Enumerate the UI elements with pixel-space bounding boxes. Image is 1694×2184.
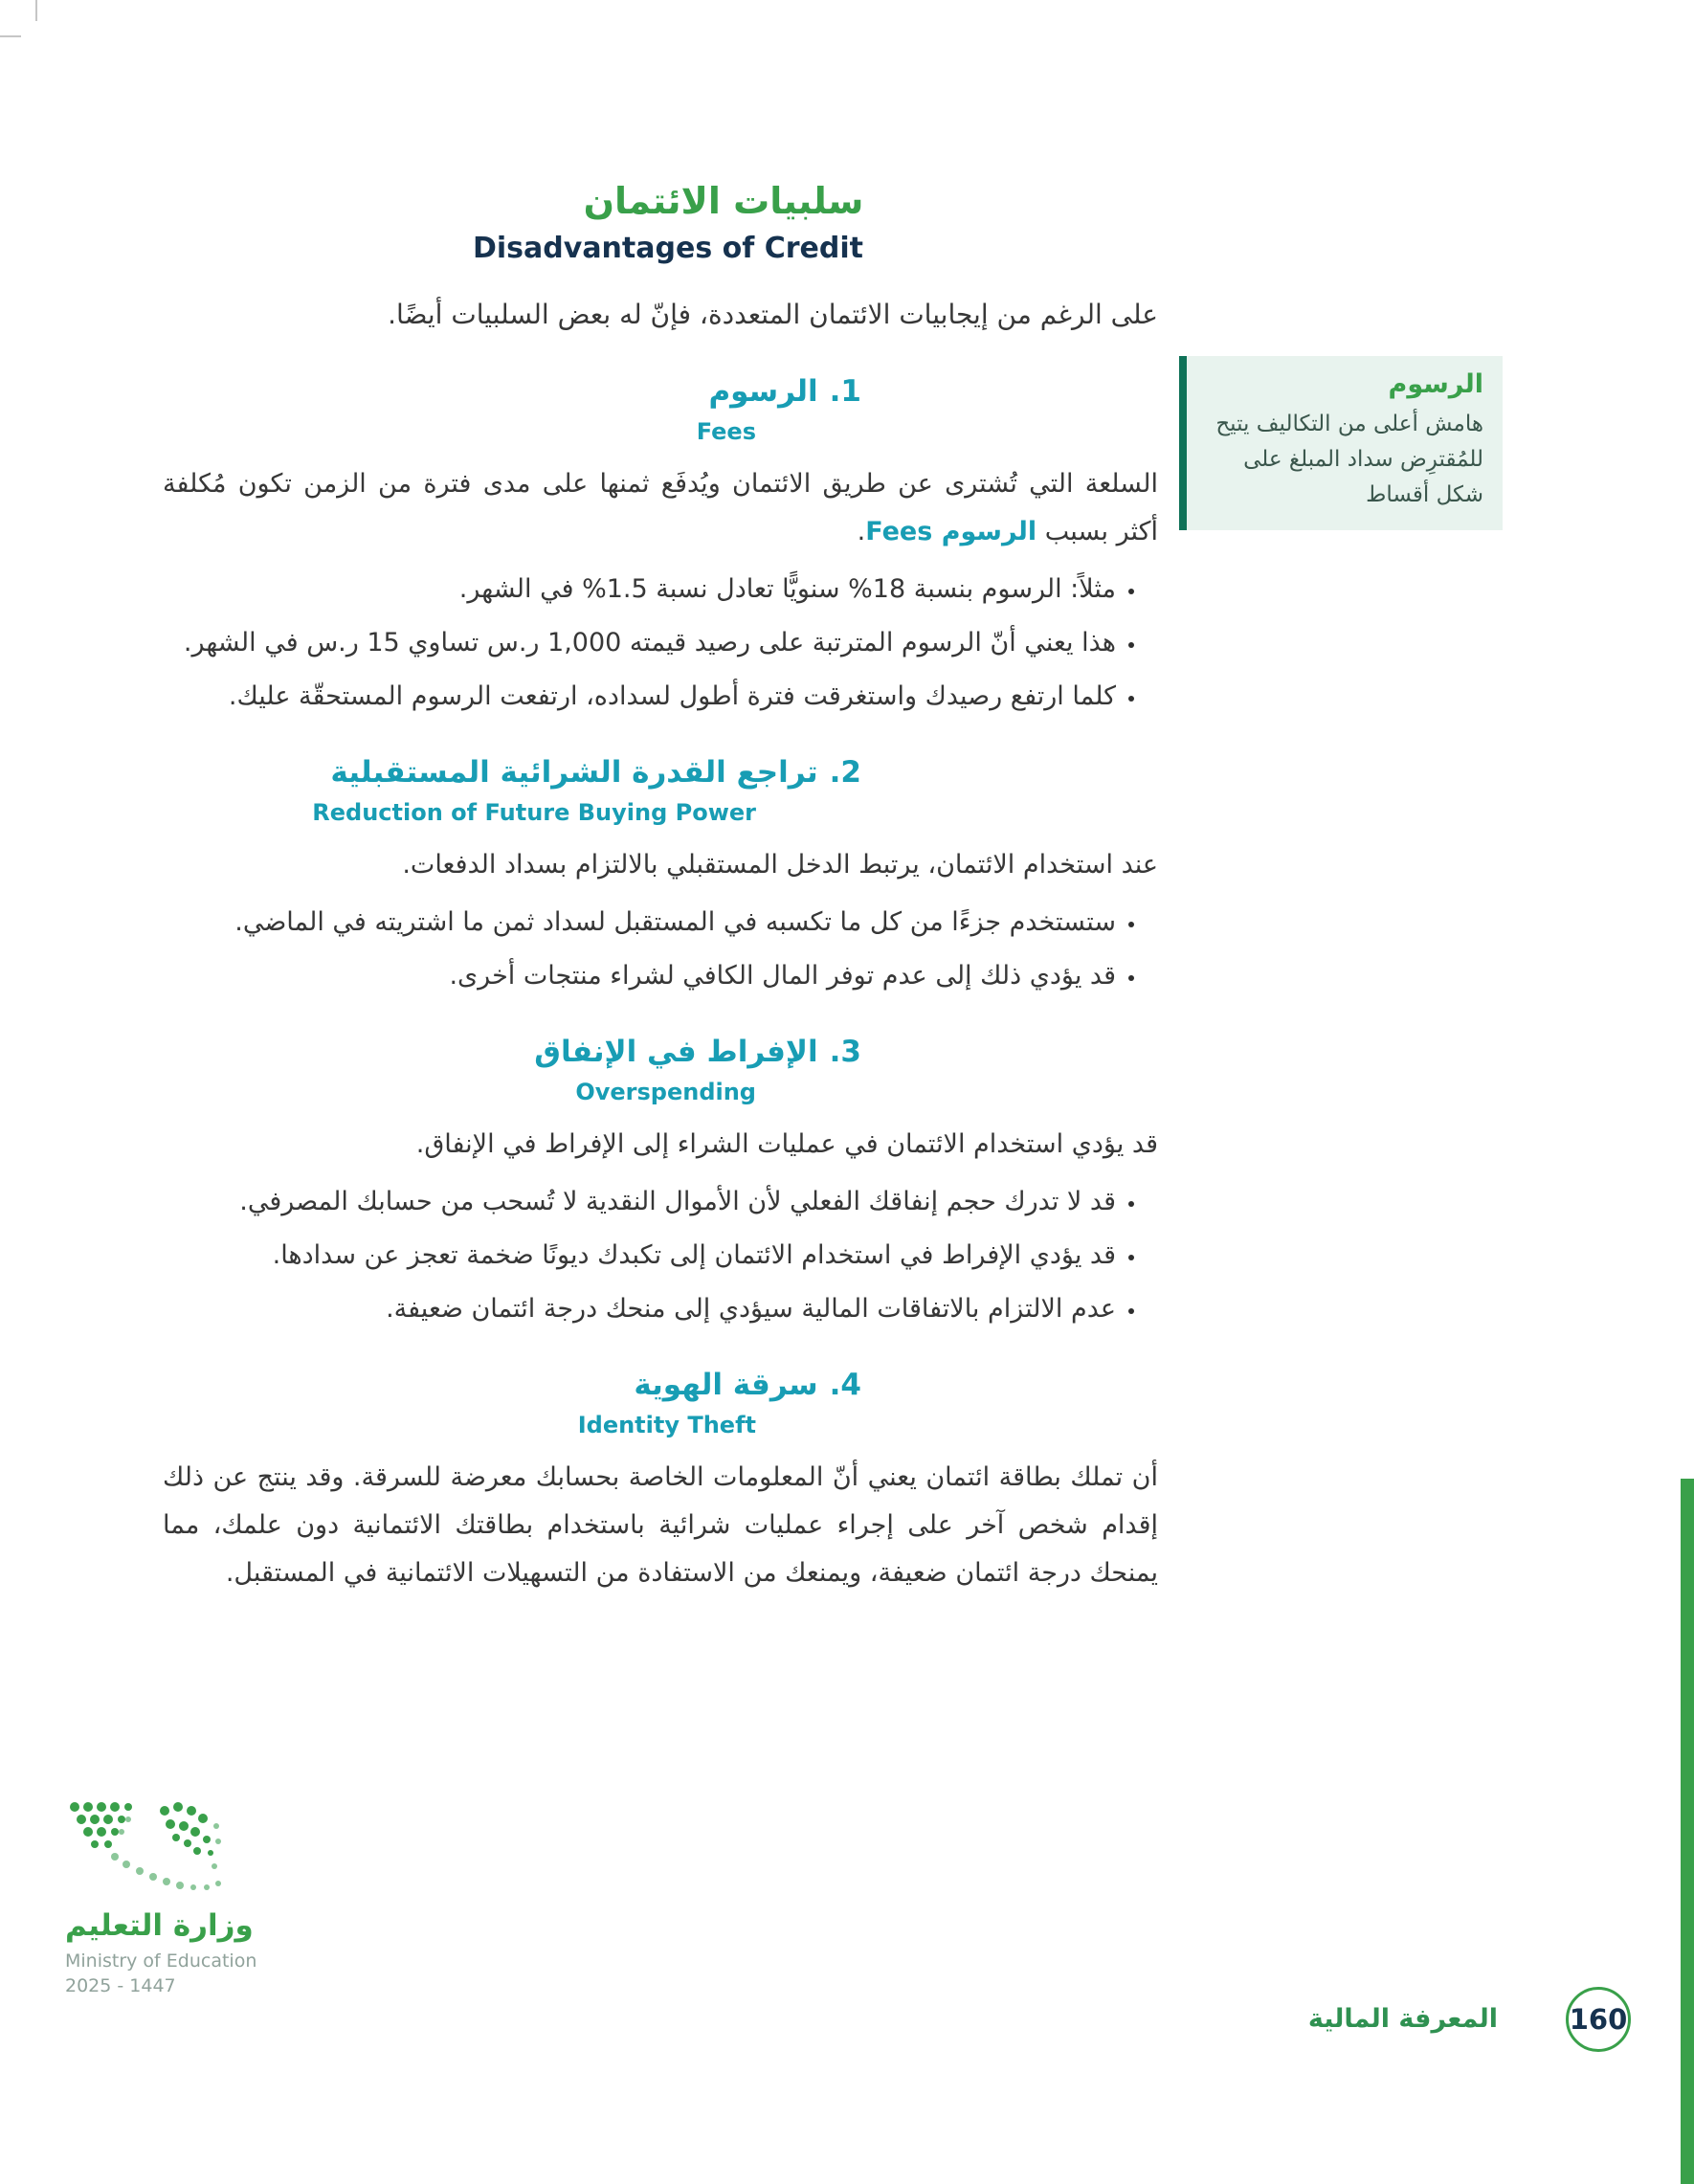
bullet-item: • قد يؤدي الإفراط في استخدام الائتمان إلى تكبدك ديونًا ضخمة تعجز عن سدادها.: [163, 1232, 1116, 1280]
page-edge-accent-bar: [1681, 1479, 1694, 2184]
page-title-arabic: سلبيات الائتمان: [583, 180, 864, 222]
bullet-item: • ستستخدم جزءًا من كل ما تكسبه في المستقبل لسداد ثمن ما اشتريته في الماضي.: [163, 899, 1116, 947]
highlighted-term: الرسوم Fees: [865, 517, 1037, 546]
section-fees: [163, 372, 1158, 721]
section-title-arabic: الرسوم: [708, 374, 818, 409]
bullet-item: • هذا يعني أنّ الرسوم المترتبة على رصيد قيمته 1,000 ر.س تساوي 15 ر.س في الشهر.: [163, 619, 1116, 667]
section-body: [163, 460, 1158, 556]
section-title-arabic: تراجع القدرة الشرائية المستقبلية: [330, 755, 818, 790]
section-number: 2.: [829, 755, 861, 790]
section-number: 4.: [829, 1368, 861, 1402]
ministry-logo-dots-icon: [65, 1799, 234, 1906]
bullet-item: • عدم الالتزام بالاتفاقات المالية سيؤدي إلى منحك درجة ائتمان ضعيفة.: [163, 1285, 1116, 1333]
section-body: عند استخدام الائتمان، يرتبط الدخل المستقبلي بالالتزام بسداد الدفعات.: [402, 850, 1158, 880]
section-number: 1.: [829, 374, 861, 409]
section-heading: [163, 1366, 1158, 1404]
section-buying-power: [163, 753, 1158, 1000]
section-title-english: Fees: [696, 418, 756, 445]
section-heading: [163, 753, 1158, 791]
section-title-arabic: سرقة الهوية: [634, 1368, 818, 1402]
page-title-english: Disadvantages of Credit: [473, 232, 863, 265]
section-heading: [163, 1033, 1158, 1071]
bullet-item: • قد يؤدي ذلك إلى عدم توفر المال الكافي لشراء منتجات أخرى.: [163, 952, 1116, 1000]
margin-note-box: [1179, 356, 1503, 530]
section-title-english: Overspending: [575, 1079, 756, 1105]
section-title-arabic: الإفراط في الإنفاق: [534, 1035, 818, 1069]
bullet-item: • مثلاً: الرسوم بنسبة 18% سنويًّا تعادل نسبة 1.5% في الشهر.: [163, 566, 1116, 613]
subject-label: المعرفة المالية: [1307, 2004, 1498, 2034]
bullet-item: • قد لا تدرك حجم إنفاقك الفعلي لأن الأموال النقدية لا تُسحب من حسابك المصرفي.: [163, 1178, 1116, 1226]
page-number-badge: [1566, 1987, 1631, 2052]
bullet-list: [163, 1178, 1158, 1333]
section-title-english: Identity Theft: [577, 1412, 756, 1438]
page-number: 160: [1569, 2003, 1628, 2036]
section-overspending: [163, 1033, 1158, 1333]
section-body: أن تملك بطاقة ائتمان يعني أنّ المعلومات الخاصة بحسابك معرضة للسرقة. وقد ينتج عن ذلك إقدام شخص آخر على إجراء عمليات شرائية باستخدام بطاقتك الائتمانية دون علمك، مما يمنحك درجة ائتمان ضعيفة، ويمنعك من الاستفادة من التسهيلات الائتمانية في المستقبل.: [163, 1462, 1158, 1588]
bullet-item: • كلما ارتفع رصيدك واستغرقت فترة أطول لسداده، ارتفعت الرسوم المستحقّة عليك.: [163, 673, 1116, 721]
page-content: [163, 180, 1158, 1607]
section-body: قد يؤدي استخدام الائتمان في عمليات الشراء إلى الإفراط في الإنفاق.: [415, 1129, 1158, 1159]
section-title-english: Reduction of Future Buying Power: [312, 799, 756, 826]
bullet-list: [163, 566, 1158, 721]
margin-note-text: هامش أعلى من التكاليف يتيح للمُقترِض سداد المبلغ على شكل أقساط: [1215, 412, 1483, 507]
body-text-pre: السلعة التي تُشترى عن طريق الائتمان ويُدفَع ثمنها على مدى فترة من الزمن تكون مُكلفة أكثر بسبب: [163, 469, 1158, 546]
crop-mark-vertical: [35, 0, 37, 21]
intro-paragraph: على الرغم من إيجابيات الائتمان المتعددة، فإنّ له بعض السلبيات أيضًا.: [388, 299, 1158, 330]
section-heading: [163, 372, 1158, 411]
edition-years: 2025 - 1447: [65, 1975, 176, 1996]
body-text-post: .: [857, 517, 866, 546]
ministry-name-arabic: وزارة التعليم: [65, 1908, 254, 1943]
crop-mark-horizontal: [0, 35, 21, 37]
ministry-name-english: Ministry of Education: [65, 1950, 257, 1972]
section-number: 3.: [829, 1035, 861, 1069]
section-identity-theft: [163, 1366, 1158, 1597]
bullet-list: [163, 899, 1158, 1000]
margin-note-title: الرسوم: [1388, 369, 1483, 399]
